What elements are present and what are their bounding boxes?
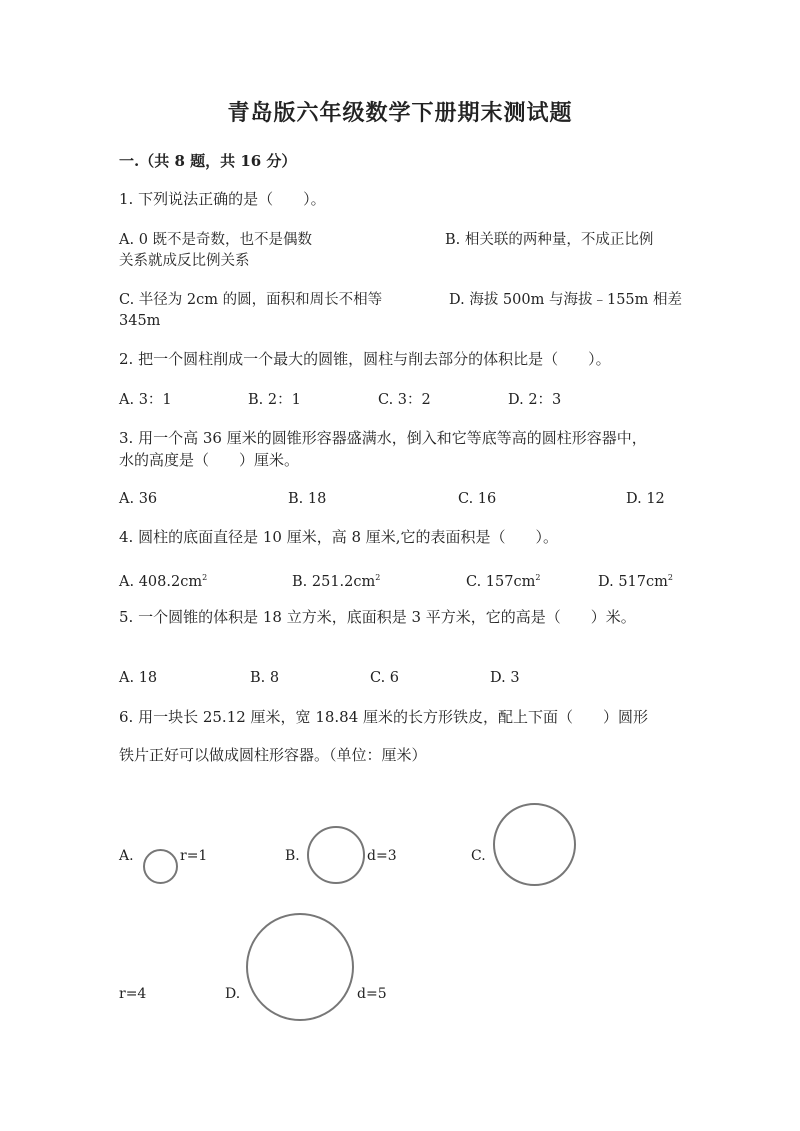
question-2-stem: 2. 把一个圆柱削成一个最大的圆锥，圆柱与削去部分的体积比是（ ）。: [119, 350, 611, 368]
q5-option-b: B. 8: [250, 670, 280, 686]
q3-option-c: C. 16: [458, 491, 497, 507]
question-4-stem: 4. 圆柱的底面直径是 10 厘米，高 8 厘米,它的表面积是（ ）。: [119, 528, 559, 546]
figure-label-c: C.: [471, 848, 486, 864]
page-title: 青岛版六年级数学下册期末测试题: [227, 100, 573, 126]
figure-label-d: D.: [225, 986, 241, 1002]
q5-option-a: A. 18: [119, 670, 158, 686]
q3-option-d: D. 12: [626, 491, 665, 507]
q3-option-a: A. 36: [119, 491, 158, 507]
circle-a: [143, 849, 178, 884]
q4-option-c: C. $157cm^2$: [466, 573, 541, 590]
q5-option-c: C. 6: [370, 670, 400, 686]
figure-dim-b: d=3: [367, 848, 397, 864]
circle-c: [493, 803, 576, 886]
q2-option-c: C. 3：2: [378, 392, 431, 408]
figure-label-a: A.: [119, 848, 134, 864]
q5-option-d: D. 3: [490, 670, 520, 686]
question-3-stem: 3. 用一个高 36 厘米的圆锥形容器盛满水，倒入和它等底等高的圆柱形容器中，: [119, 429, 647, 447]
question-5-stem: 5. 一个圆锥的体积是 18 立方米，底面积是 3 平方米，它的高是（ ）米。: [119, 608, 636, 626]
q1-option-d: D. 海拔 500m 与海拔﹣155m 相差: [449, 292, 683, 308]
figure-dim-d: d=5: [357, 986, 387, 1002]
figure-dim-a: r=1: [180, 848, 208, 864]
q1-option-a: A. 0 既不是奇数，也不是偶数: [119, 232, 313, 248]
q2-option-a: A. 3：1: [119, 392, 172, 408]
question-1-stem: 1. 下列说法正确的是（ ）。: [119, 190, 326, 208]
question-6-stem: 6. 用一块长 25.12 厘米，宽 18.84 厘米的长方形铁皮，配上下面（ ）圆形: [119, 708, 649, 726]
question-3-stem-cont: 水的高度是（ ）厘米。: [119, 451, 300, 469]
q3-option-b: B. 18: [288, 491, 327, 507]
figure-dim-c: r=4: [119, 986, 147, 1002]
q1-option-b-cont: 关系就成反比例关系: [119, 253, 250, 269]
q1-option-d-cont: 345m: [119, 313, 161, 329]
circle-b: [307, 826, 365, 884]
q1-option-b: B. 相关联的两种量，不成正比例: [445, 232, 654, 248]
section-heading: 一.（共 8 题，共 16 分）: [119, 152, 297, 170]
circle-d: [246, 913, 354, 1021]
q4-option-d: D. $517cm^2$: [598, 573, 673, 590]
q2-option-d: D. 2：3: [508, 392, 562, 408]
q4-option-a: A. $408.2cm^2$: [119, 573, 208, 590]
q4-option-b: B. $251.2cm^2$: [292, 573, 381, 590]
q2-option-b: B. 2：1: [248, 392, 301, 408]
q1-option-c: C. 半径为 2cm 的圆，面积和周长不相等: [119, 292, 383, 308]
figure-label-b: B.: [285, 848, 300, 864]
question-6-stem-cont: 铁片正好可以做成圆柱形容器。（单位：厘米）: [119, 746, 427, 764]
